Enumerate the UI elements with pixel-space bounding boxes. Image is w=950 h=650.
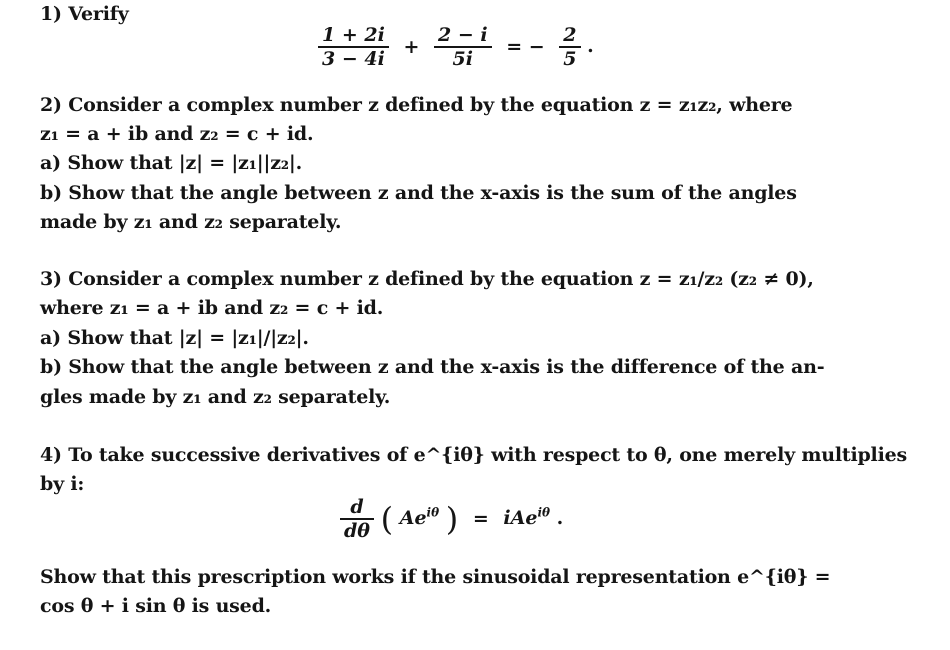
fraction-2 <box>434 24 492 70</box>
problem-2-part-b-line-1: b) Show that the angle between z and the x-axis is the sum of the angles <box>40 182 797 204</box>
plus-operator: + <box>403 36 420 58</box>
fraction-3-denominator: 5 <box>563 48 577 70</box>
fraction-2-denominator: 5i <box>452 48 473 70</box>
problem-4-line-4: cos θ + i sin θ is used. <box>40 595 272 617</box>
problem-4-equation <box>340 496 563 542</box>
problem-4-line-1: 4) To take successive derivatives of e^{iθ} with respect to θ, one merely multiplies <box>40 444 907 466</box>
close-parenthesis: ) <box>445 500 459 538</box>
fraction-3-numerator: 2 <box>559 24 580 48</box>
problem-2-line-2: z₁ = a + ib and z₂ = c + id. <box>40 123 314 145</box>
problem-3-line-1: 3) Consider a complex number z defined by the equation z = z₁/z₂ (z₂ ≠ 0), <box>40 268 814 290</box>
open-parenthesis: ( <box>380 500 394 538</box>
equals-operator: = <box>472 508 489 530</box>
fraction-1-denominator: 3 − 4i <box>322 48 385 70</box>
derivative-numerator: d <box>340 496 374 520</box>
problem-1-title: Verify <box>68 3 129 25</box>
problem-3-part-b-line-1: b) Show that the angle between z and the x-axis is the difference of the an- <box>40 356 825 378</box>
problem-1-equation <box>318 24 594 70</box>
fraction-2-numerator: 2 − i <box>434 24 492 48</box>
equals-operator: = − <box>506 36 545 58</box>
problem-3-line-2: where z₁ = a + ib and z₂ = c + id. <box>40 297 384 319</box>
problem-1-header <box>40 2 129 26</box>
inner-expression <box>400 507 446 529</box>
problem-4-line-3: Show that this prescription works if the sinusoidal representation e^{iθ} = <box>40 566 831 588</box>
inner-base: Ae <box>399 507 427 529</box>
problem-2-part-b-line-2: made by z₁ and z₂ separately. <box>40 211 342 233</box>
rhs-base: iAe <box>503 507 538 529</box>
derivative-fraction <box>340 496 374 542</box>
problem-3-part-b-line-2: gles made by z₁ and z₂ separately. <box>40 386 391 408</box>
fraction-3 <box>559 24 580 70</box>
problem-1-number: 1) <box>40 3 62 25</box>
rhs-expression <box>503 507 556 529</box>
problem-2-part-a: a) Show that |z| = |z₁||z₂|. <box>40 152 303 174</box>
problem-3-part-a: a) Show that |z| = |z₁|/|z₂|. <box>40 327 309 349</box>
fraction-1-numerator: 1 + 2i <box>318 24 389 48</box>
problem-4-line-2: by i: <box>40 473 85 495</box>
derivative-denominator: dθ <box>344 520 370 542</box>
equation-period: . <box>556 507 564 529</box>
rhs-exponent: iθ <box>537 505 551 520</box>
equation-period: . <box>587 35 594 57</box>
inner-exponent: iθ <box>426 505 440 520</box>
problem-2-line-1: 2) Consider a complex number z defined by the equation z = z₁z₂, where <box>40 94 793 116</box>
fraction-1 <box>318 24 389 70</box>
